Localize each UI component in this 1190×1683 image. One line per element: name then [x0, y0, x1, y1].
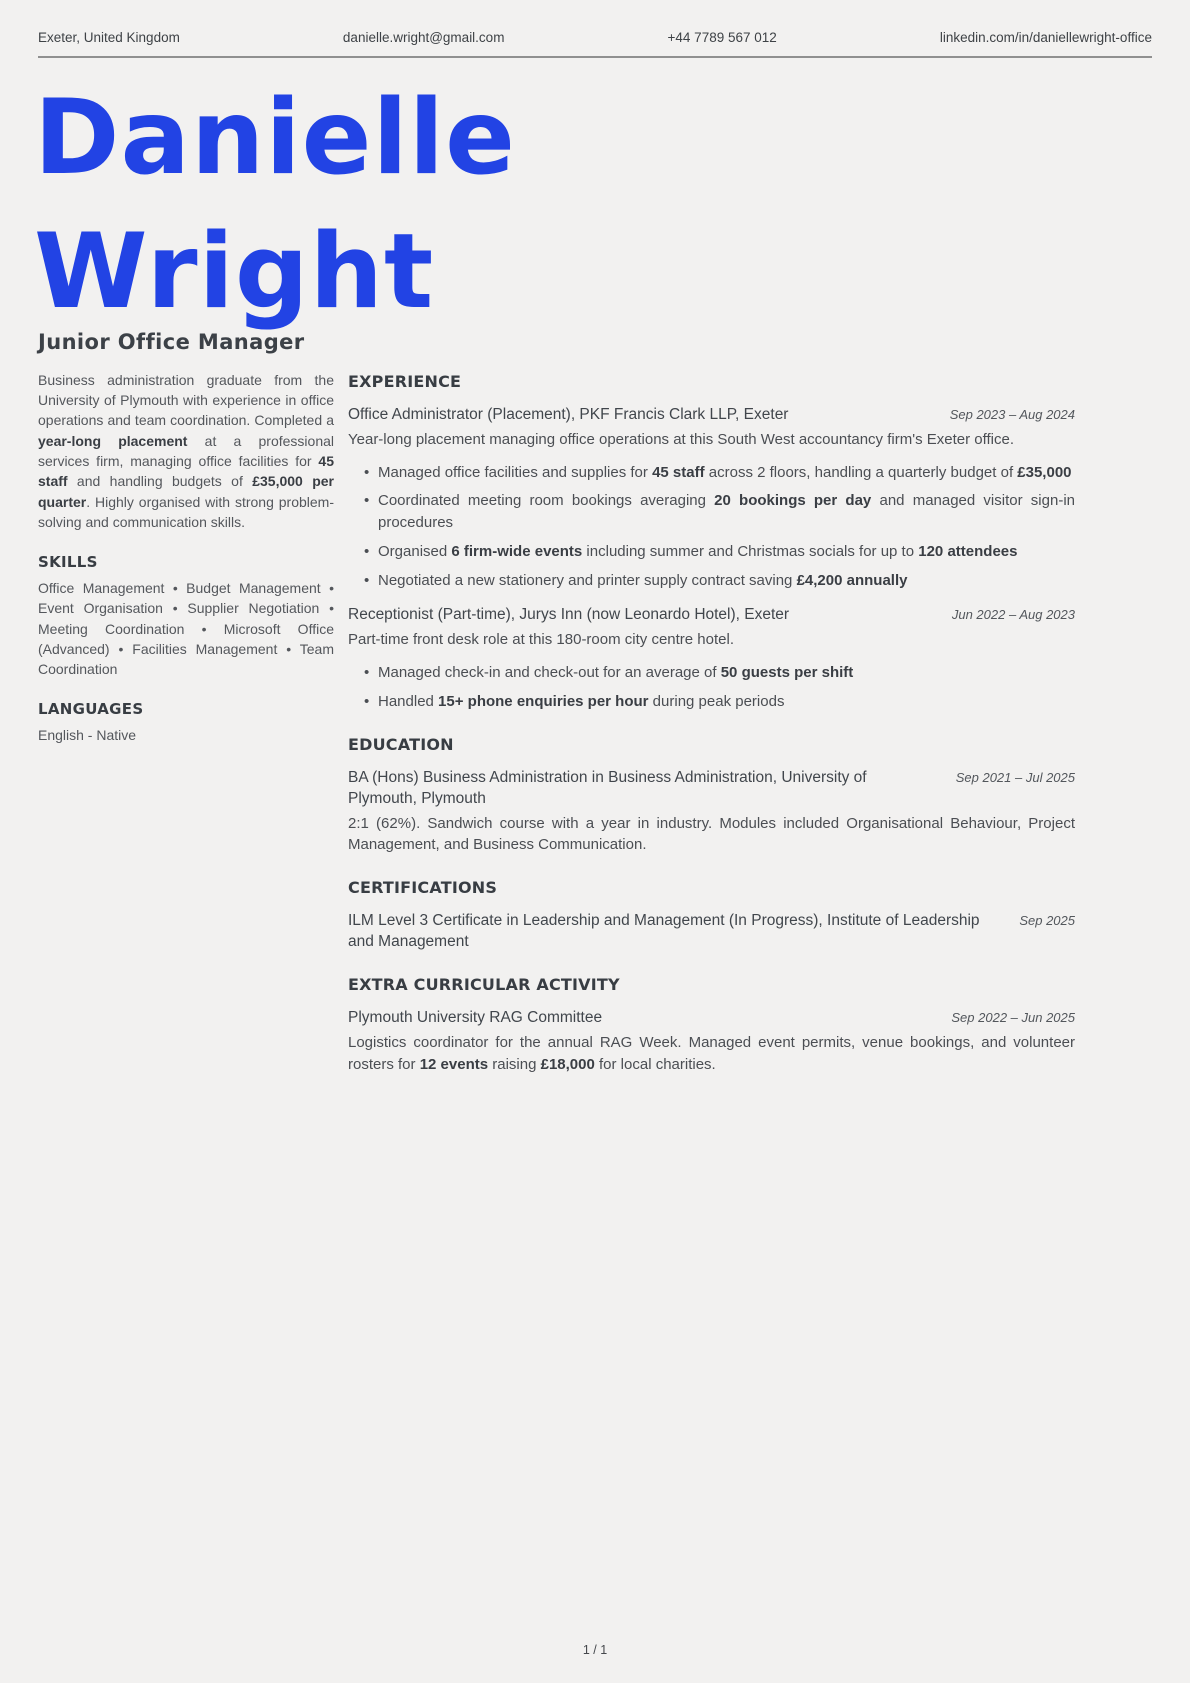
- job-description: Year-long placement managing office operations at this South West accountancy firm's Exeter office.: [348, 430, 1015, 448]
- degree-name: BA (Hons) Business Administration in Business Administration, University of Plymouth, Plymouth: [348, 768, 867, 807]
- certification-dates: Sep 2025: [1019, 913, 1075, 929]
- activity-dates: Sep 2022 – Jun 2025: [951, 1010, 1075, 1026]
- candidate-name: [34, 72, 1190, 340]
- extra-curricular-entry: [348, 1008, 1075, 1075]
- extra-curricular-section-title: EXTRA CURRICULAR ACTIVITY: [348, 975, 620, 995]
- job-dates: Sep 2023 – Aug 2024: [949, 406, 1075, 422]
- experience-section: [348, 370, 1075, 713]
- entry-header: [348, 1008, 1075, 1029]
- job-role-company: Receptionist (Part-time), Jurys Inn (now Leonardo Hotel), Exeter: [348, 606, 790, 624]
- certifications-section-title: CERTIFICATIONS: [348, 878, 498, 898]
- skills-section-title: SKILLS: [38, 553, 98, 572]
- job-bullet-list: [348, 462, 1075, 592]
- extra-curricular-section: [348, 973, 1075, 1076]
- experience-section-title: EXPERIENCE: [348, 371, 462, 391]
- activity-description: Logistics coordinator for the annual RAG Week. Managed event permits, venue bookings, and volunteer rosters for 12 events raising £18,000 for local charities.: [348, 1034, 1075, 1073]
- education-section-title: EDUCATION: [348, 734, 454, 754]
- contact-linkedin: linkedin.com/in/daniellewright-office: [939, 30, 1152, 45]
- sidebar: [38, 370, 334, 746]
- page-number: 1 / 1: [582, 1643, 608, 1657]
- job-role-company: Office Administrator (Placement), PKF Francis Clark LLP, Exeter: [348, 405, 789, 423]
- education-entry: [348, 768, 1075, 856]
- candidate-last-name: Wright: [34, 211, 435, 332]
- experience-entry: [348, 405, 1075, 591]
- entry-header: [348, 911, 1075, 953]
- job-bullet-list: [348, 662, 1075, 713]
- education-description: 2:1 (62%). Sandwich course with a year in industry. Modules included Organisational Behaviour, Project Management, and Business Communication.: [348, 814, 1075, 854]
- certification-entry: [348, 911, 1075, 953]
- contact-email: danielle.wright@gmail.com: [342, 30, 505, 45]
- candidate-first-name: Danielle: [34, 78, 516, 198]
- education-dates: Sep 2021 – Jul 2025: [955, 769, 1075, 785]
- candidate-role-title: Junior Office Manager: [38, 329, 305, 354]
- certifications-section: [348, 876, 1075, 953]
- experience-entry: [348, 605, 1075, 712]
- certification-name: ILM Level 3 Certificate in Leadership and Management (In Progress), Institute of Leadership and Management: [348, 912, 980, 951]
- entry-header: [348, 605, 1075, 626]
- languages-section-title: LANGUAGES: [38, 700, 144, 719]
- entry-header: [348, 768, 1075, 810]
- education-section: [348, 733, 1075, 857]
- header-divider: [38, 56, 1152, 58]
- entry-header: [348, 405, 1075, 426]
- contact-location: Exeter, United Kingdom: [38, 30, 180, 45]
- activity-name: Plymouth University RAG Committee: [348, 1009, 603, 1027]
- skills-list: Office Management • Budget Management • Event Organisation • Supplier Negotiation • Meeting Coordination • Microsoft Office (Advanced) • Facilities Management • Team Coordination: [38, 579, 334, 678]
- job-bullet: • Managed check-in and check-out for an average of 50 guests per shift: [378, 662, 1075, 684]
- job-dates: Jun 2022 – Aug 2023: [951, 607, 1075, 623]
- languages-value: English - Native: [38, 727, 137, 744]
- job-bullet: • Managed office facilities and supplies for 45 staff across 2 floors, handling a quarterly budget of £35,000: [378, 462, 1075, 484]
- job-description: Part-time front desk role at this 180-room city centre hotel.: [348, 631, 734, 649]
- content-columns: [38, 370, 1152, 1096]
- job-bullet: • Handled 15+ phone enquiries per hour during peak periods: [378, 691, 1075, 713]
- job-bullet: • Negotiated a new stationery and printer supply contract saving £4,200 annually: [378, 570, 1075, 592]
- job-bullet: • Coordinated meeting room bookings averaging 20 bookings per day and managed visitor sign-in procedures: [378, 490, 1075, 534]
- main-column: [348, 370, 1075, 1096]
- job-bullet: • Organised 6 firm-wide events including summer and Christmas socials for up to 120 attendees: [378, 541, 1075, 563]
- contact-phone: +44 7789 567 012: [667, 30, 777, 45]
- contact-bar: [0, 0, 1190, 56]
- summary-paragraph: Business administration graduate from the University of Plymouth with experience in office operations and team coordination. Completed a year-long placement at a professional services firm, managing office facilities for 45 staff and handling budgets of £35,000 per quarter. Highly organised with strong problem-solving and communication skills.: [38, 371, 335, 530]
